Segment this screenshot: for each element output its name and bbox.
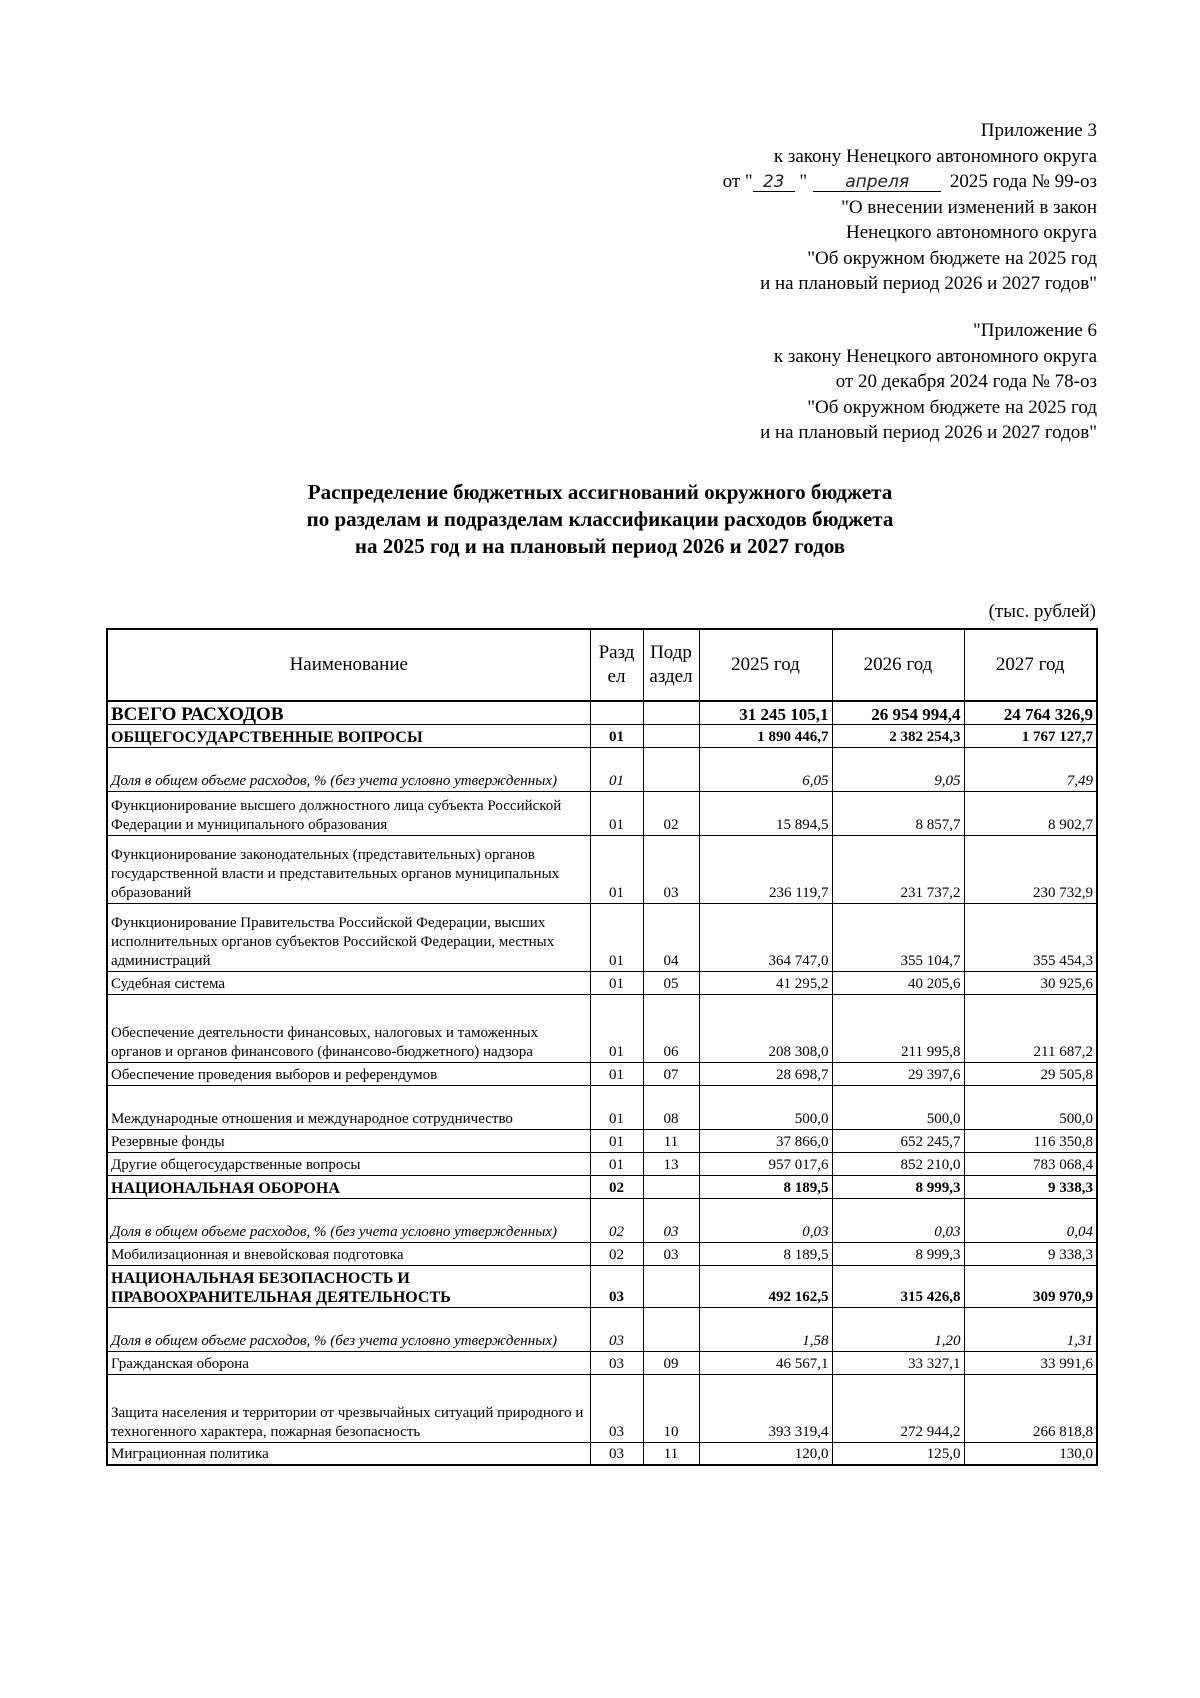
row-subsection-cell: [643, 1175, 699, 1198]
row-2025-value-cell: 364 747,0: [699, 903, 832, 971]
row-name-cell: Обеспечение проведения выборов и референдумов: [107, 1062, 590, 1085]
document-title: [0, 479, 1200, 560]
row-section-cell: 02: [590, 1242, 643, 1265]
row-2026-value-cell: 8 857,7: [832, 791, 964, 835]
row-2025-value-cell: 31 245 105,1: [699, 701, 832, 724]
appendix-6-law-ref: к закону Ненецкого автономного округа: [773, 345, 1097, 367]
row-subsection-cell: 02: [643, 791, 699, 835]
row-2026-value-cell: 2 382 254,3: [832, 724, 964, 747]
row-2026-value-cell: 500,0: [832, 1085, 964, 1129]
row-name-cell: Судебная система: [107, 971, 590, 994]
row-2027-value-cell: 211 687,2: [964, 994, 1097, 1062]
row-subsection-cell: 06: [643, 994, 699, 1062]
title-line-1: Распределение бюджетных ассигнований окружного бюджета: [307, 480, 893, 504]
row-subsection-cell: 11: [643, 1442, 699, 1465]
row-2027-value-cell: 29 505,8: [964, 1062, 1097, 1085]
row-2027-value-cell: 230 732,9: [964, 835, 1097, 903]
row-2025-value-cell: 46 567,1: [699, 1351, 832, 1374]
row-section-cell: 03: [590, 1374, 643, 1442]
row-section-cell: 02: [590, 1175, 643, 1198]
budget-table: [106, 628, 1098, 1466]
row-2026-value-cell: 26 954 994,4: [832, 701, 964, 724]
col-header-2027: 2027 год: [964, 629, 1097, 701]
row-2025-value-cell: 957 017,6: [699, 1152, 832, 1175]
row-subsection-cell: 10: [643, 1374, 699, 1442]
row-section-cell: 01: [590, 1152, 643, 1175]
row-name-cell: Функционирование высшего должностного лица субъекта Российской Федерации и муниципального образования: [107, 791, 590, 835]
row-2026-value-cell: 29 397,6: [832, 1062, 964, 1085]
appendix-3-header: [723, 118, 1097, 297]
row-subsection-cell: [643, 724, 699, 747]
table-row: [107, 971, 1097, 994]
date-suffix: 2025 года № 99-оз: [949, 171, 1097, 192]
handwritten-month: апреля: [813, 173, 941, 192]
row-2025-value-cell: 15 894,5: [699, 791, 832, 835]
row-name-cell: Международные отношения и международное сотрудничество: [107, 1085, 590, 1129]
row-section-cell: 03: [590, 1442, 643, 1465]
table-row: [107, 835, 1097, 903]
row-section-cell: 03: [590, 1351, 643, 1374]
row-2026-value-cell: 8 999,3: [832, 1242, 964, 1265]
row-name-cell: ВСЕГО РАСХОДОВ: [107, 701, 590, 724]
row-name-cell: НАЦИОНАЛЬНАЯ БЕЗОПАСНОСТЬ И ПРАВООХРАНИТЕЛЬНАЯ ДЕЯТЕЛЬНОСТЬ: [107, 1265, 590, 1307]
row-2026-value-cell: 8 999,3: [832, 1175, 964, 1198]
date-mid: ": [794, 171, 808, 192]
title-line-3: на 2025 год и на плановый период 2026 и 2027 годов: [354, 534, 846, 558]
appendix-6-line5: и на плановый период 2026 и 2027 годов": [760, 422, 1097, 443]
appendix-3-law-ref: к закону Ненецкого автономного округа: [773, 145, 1097, 167]
row-section-cell: 01: [590, 1085, 643, 1129]
row-section-cell: 01: [590, 791, 643, 835]
row-2027-value-cell: 355 454,3: [964, 903, 1097, 971]
row-name-cell: Резервные фонды: [107, 1129, 590, 1152]
row-2025-value-cell: 37 866,0: [699, 1129, 832, 1152]
row-2025-value-cell: 0,03: [699, 1198, 832, 1242]
appendix-3-title: Приложение 3: [980, 120, 1097, 141]
row-2025-value-cell: 6,05: [699, 747, 832, 791]
row-2026-value-cell: 355 104,7: [832, 903, 964, 971]
table-header-row: [107, 629, 1097, 701]
row-subsection-cell: 08: [643, 1085, 699, 1129]
row-2025-value-cell: 1,58: [699, 1307, 832, 1351]
table-row: [107, 1152, 1097, 1175]
row-name-cell: Гражданская оборона: [107, 1351, 590, 1374]
row-subsection-cell: 03: [643, 1242, 699, 1265]
row-2026-value-cell: 652 245,7: [832, 1129, 964, 1152]
table-row: [107, 1265, 1097, 1307]
row-name-cell: Функционирование законодательных (представительных) органов государственной власти и представительных органов муниципальных образований: [107, 835, 590, 903]
row-2027-value-cell: 500,0: [964, 1085, 1097, 1129]
col-header-name: Наименование: [107, 629, 590, 701]
appendix-3-date-line: [723, 169, 1097, 195]
row-subsection-cell: 13: [643, 1152, 699, 1175]
row-section-cell: 02: [590, 1198, 643, 1242]
row-name-cell: Мобилизационная и вневойсковая подготовка: [107, 1242, 590, 1265]
row-2026-value-cell: 125,0: [832, 1442, 964, 1465]
row-2027-value-cell: 8 902,7: [964, 791, 1097, 835]
row-2025-value-cell: 393 319,4: [699, 1374, 832, 1442]
row-name-cell: Доля в общем объеме расходов, % (без учета условно утвержденных): [107, 747, 590, 791]
row-2027-value-cell: 130,0: [964, 1442, 1097, 1465]
table-row: [107, 724, 1097, 747]
row-section-cell: 01: [590, 971, 643, 994]
table-row: [107, 1085, 1097, 1129]
row-subsection-cell: [643, 1265, 699, 1307]
appendix-3-line4: "О внесении изменений в закон: [841, 196, 1097, 218]
col-header-2026: 2026 год: [832, 629, 964, 701]
table-row: [107, 1242, 1097, 1265]
row-subsection-cell: 09: [643, 1351, 699, 1374]
row-name-cell: Защита населения и территории от чрезвычайных ситуаций природного и техногенного характера, пожарная безопасность: [107, 1374, 590, 1442]
row-2025-value-cell: 41 295,2: [699, 971, 832, 994]
row-2025-value-cell: 492 162,5: [699, 1265, 832, 1307]
table-row: [107, 701, 1097, 724]
table-row: [107, 1442, 1097, 1465]
appendix-3-line5: Ненецкого автономного округа: [845, 222, 1097, 243]
row-2026-value-cell: 1,20: [832, 1307, 964, 1351]
row-2027-value-cell: 9 338,3: [964, 1242, 1097, 1265]
row-2027-value-cell: 266 818,8: [964, 1374, 1097, 1442]
row-subsection-cell: [643, 747, 699, 791]
row-2026-value-cell: 272 944,2: [832, 1374, 964, 1442]
row-subsection-cell: [643, 701, 699, 724]
appendix-6-date: от 20 декабря 2024 года № 78-оз: [835, 371, 1097, 392]
table-row: [107, 994, 1097, 1062]
row-name-cell: Другие общегосударственные вопросы: [107, 1152, 590, 1175]
row-section-cell: [590, 701, 643, 724]
row-2026-value-cell: 0,03: [832, 1198, 964, 1242]
row-section-cell: 01: [590, 903, 643, 971]
table-row: [107, 1374, 1097, 1442]
row-subsection-cell: 05: [643, 971, 699, 994]
table-row: [107, 747, 1097, 791]
row-2027-value-cell: 24 764 326,9: [964, 701, 1097, 724]
row-2026-value-cell: 852 210,0: [832, 1152, 964, 1175]
row-section-cell: 01: [590, 1129, 643, 1152]
row-2027-value-cell: 1,31: [964, 1307, 1097, 1351]
row-2025-value-cell: 8 189,5: [699, 1242, 832, 1265]
unit-label: (тыс. рублей): [988, 601, 1096, 622]
row-name-cell: Обеспечение деятельности финансовых, налоговых и таможенных органов и органов финансового (финансово-бюджетного) надзора: [107, 994, 590, 1062]
col-header-section: Разд ел: [590, 629, 643, 701]
row-subsection-cell: [643, 1307, 699, 1351]
row-2026-value-cell: 33 327,1: [832, 1351, 964, 1374]
row-section-cell: 01: [590, 1062, 643, 1085]
row-2026-value-cell: 211 995,8: [832, 994, 964, 1062]
row-section-cell: 01: [590, 724, 643, 747]
row-name-cell: Доля в общем объеме расходов, % (без учета условно утвержденных): [107, 1307, 590, 1351]
row-section-cell: 01: [590, 747, 643, 791]
row-2026-value-cell: 9,05: [832, 747, 964, 791]
row-name-cell: ОБЩЕГОСУДАРСТВЕННЫЕ ВОПРОСЫ: [107, 724, 590, 747]
row-2027-value-cell: 9 338,3: [964, 1175, 1097, 1198]
table-body: [107, 701, 1097, 1465]
col-header-2025: 2025 год: [699, 629, 832, 701]
table-row: [107, 1175, 1097, 1198]
table-row: [107, 1351, 1097, 1374]
title-line-2: по разделам и подразделам классификации расходов бюджета: [306, 507, 894, 531]
row-2027-value-cell: 33 991,6: [964, 1351, 1097, 1374]
row-section-cell: 03: [590, 1307, 643, 1351]
row-2026-value-cell: 315 426,8: [832, 1265, 964, 1307]
row-2027-value-cell: 0,04: [964, 1198, 1097, 1242]
row-subsection-cell: 03: [643, 1198, 699, 1242]
row-2027-value-cell: 116 350,8: [964, 1129, 1097, 1152]
appendix-6-header: [760, 318, 1097, 446]
table-row: [107, 791, 1097, 835]
row-2027-value-cell: 783 068,4: [964, 1152, 1097, 1175]
handwritten-day: 23: [753, 173, 795, 192]
row-2025-value-cell: 8 189,5: [699, 1175, 832, 1198]
row-name-cell: НАЦИОНАЛЬНАЯ ОБОРОНА: [107, 1175, 590, 1198]
row-2025-value-cell: 120,0: [699, 1442, 832, 1465]
row-2026-value-cell: 231 737,2: [832, 835, 964, 903]
row-2027-value-cell: 7,49: [964, 747, 1097, 791]
appendix-3-line7: и на плановый период 2026 и 2027 годов": [760, 273, 1097, 294]
row-2025-value-cell: 1 890 446,7: [699, 724, 832, 747]
row-name-cell: Доля в общем объеме расходов, % (без учета условно утвержденных): [107, 1198, 590, 1242]
table-row: [107, 1129, 1097, 1152]
row-section-cell: 01: [590, 835, 643, 903]
table-row: [107, 1198, 1097, 1242]
row-subsection-cell: 11: [643, 1129, 699, 1152]
appendix-6-title: "Приложение 6: [973, 320, 1097, 341]
row-name-cell: Миграционная политика: [107, 1442, 590, 1465]
date-prefix: от ": [722, 171, 753, 192]
row-2027-value-cell: 309 970,9: [964, 1265, 1097, 1307]
table-row: [107, 1307, 1097, 1351]
row-2027-value-cell: 1 767 127,7: [964, 724, 1097, 747]
table-row: [107, 1062, 1097, 1085]
row-section-cell: 01: [590, 994, 643, 1062]
row-name-cell: Функционирование Правительства Российской Федерации, высших исполнительных органов субъектов Российской Федерации, местных администраций: [107, 903, 590, 971]
row-2027-value-cell: 30 925,6: [964, 971, 1097, 994]
row-section-cell: 03: [590, 1265, 643, 1307]
row-subsection-cell: 04: [643, 903, 699, 971]
table-row: [107, 903, 1097, 971]
appendix-3-line6: "Об окружном бюджете на 2025 год: [807, 247, 1097, 269]
appendix-6-line4: "Об окружном бюджете на 2025 год: [807, 396, 1097, 418]
row-2025-value-cell: 500,0: [699, 1085, 832, 1129]
row-2025-value-cell: 28 698,7: [699, 1062, 832, 1085]
row-subsection-cell: 03: [643, 835, 699, 903]
row-2025-value-cell: 236 119,7: [699, 835, 832, 903]
row-2025-value-cell: 208 308,0: [699, 994, 832, 1062]
col-header-subsection: Подр аздел: [643, 629, 699, 701]
row-subsection-cell: 07: [643, 1062, 699, 1085]
row-2026-value-cell: 40 205,6: [832, 971, 964, 994]
